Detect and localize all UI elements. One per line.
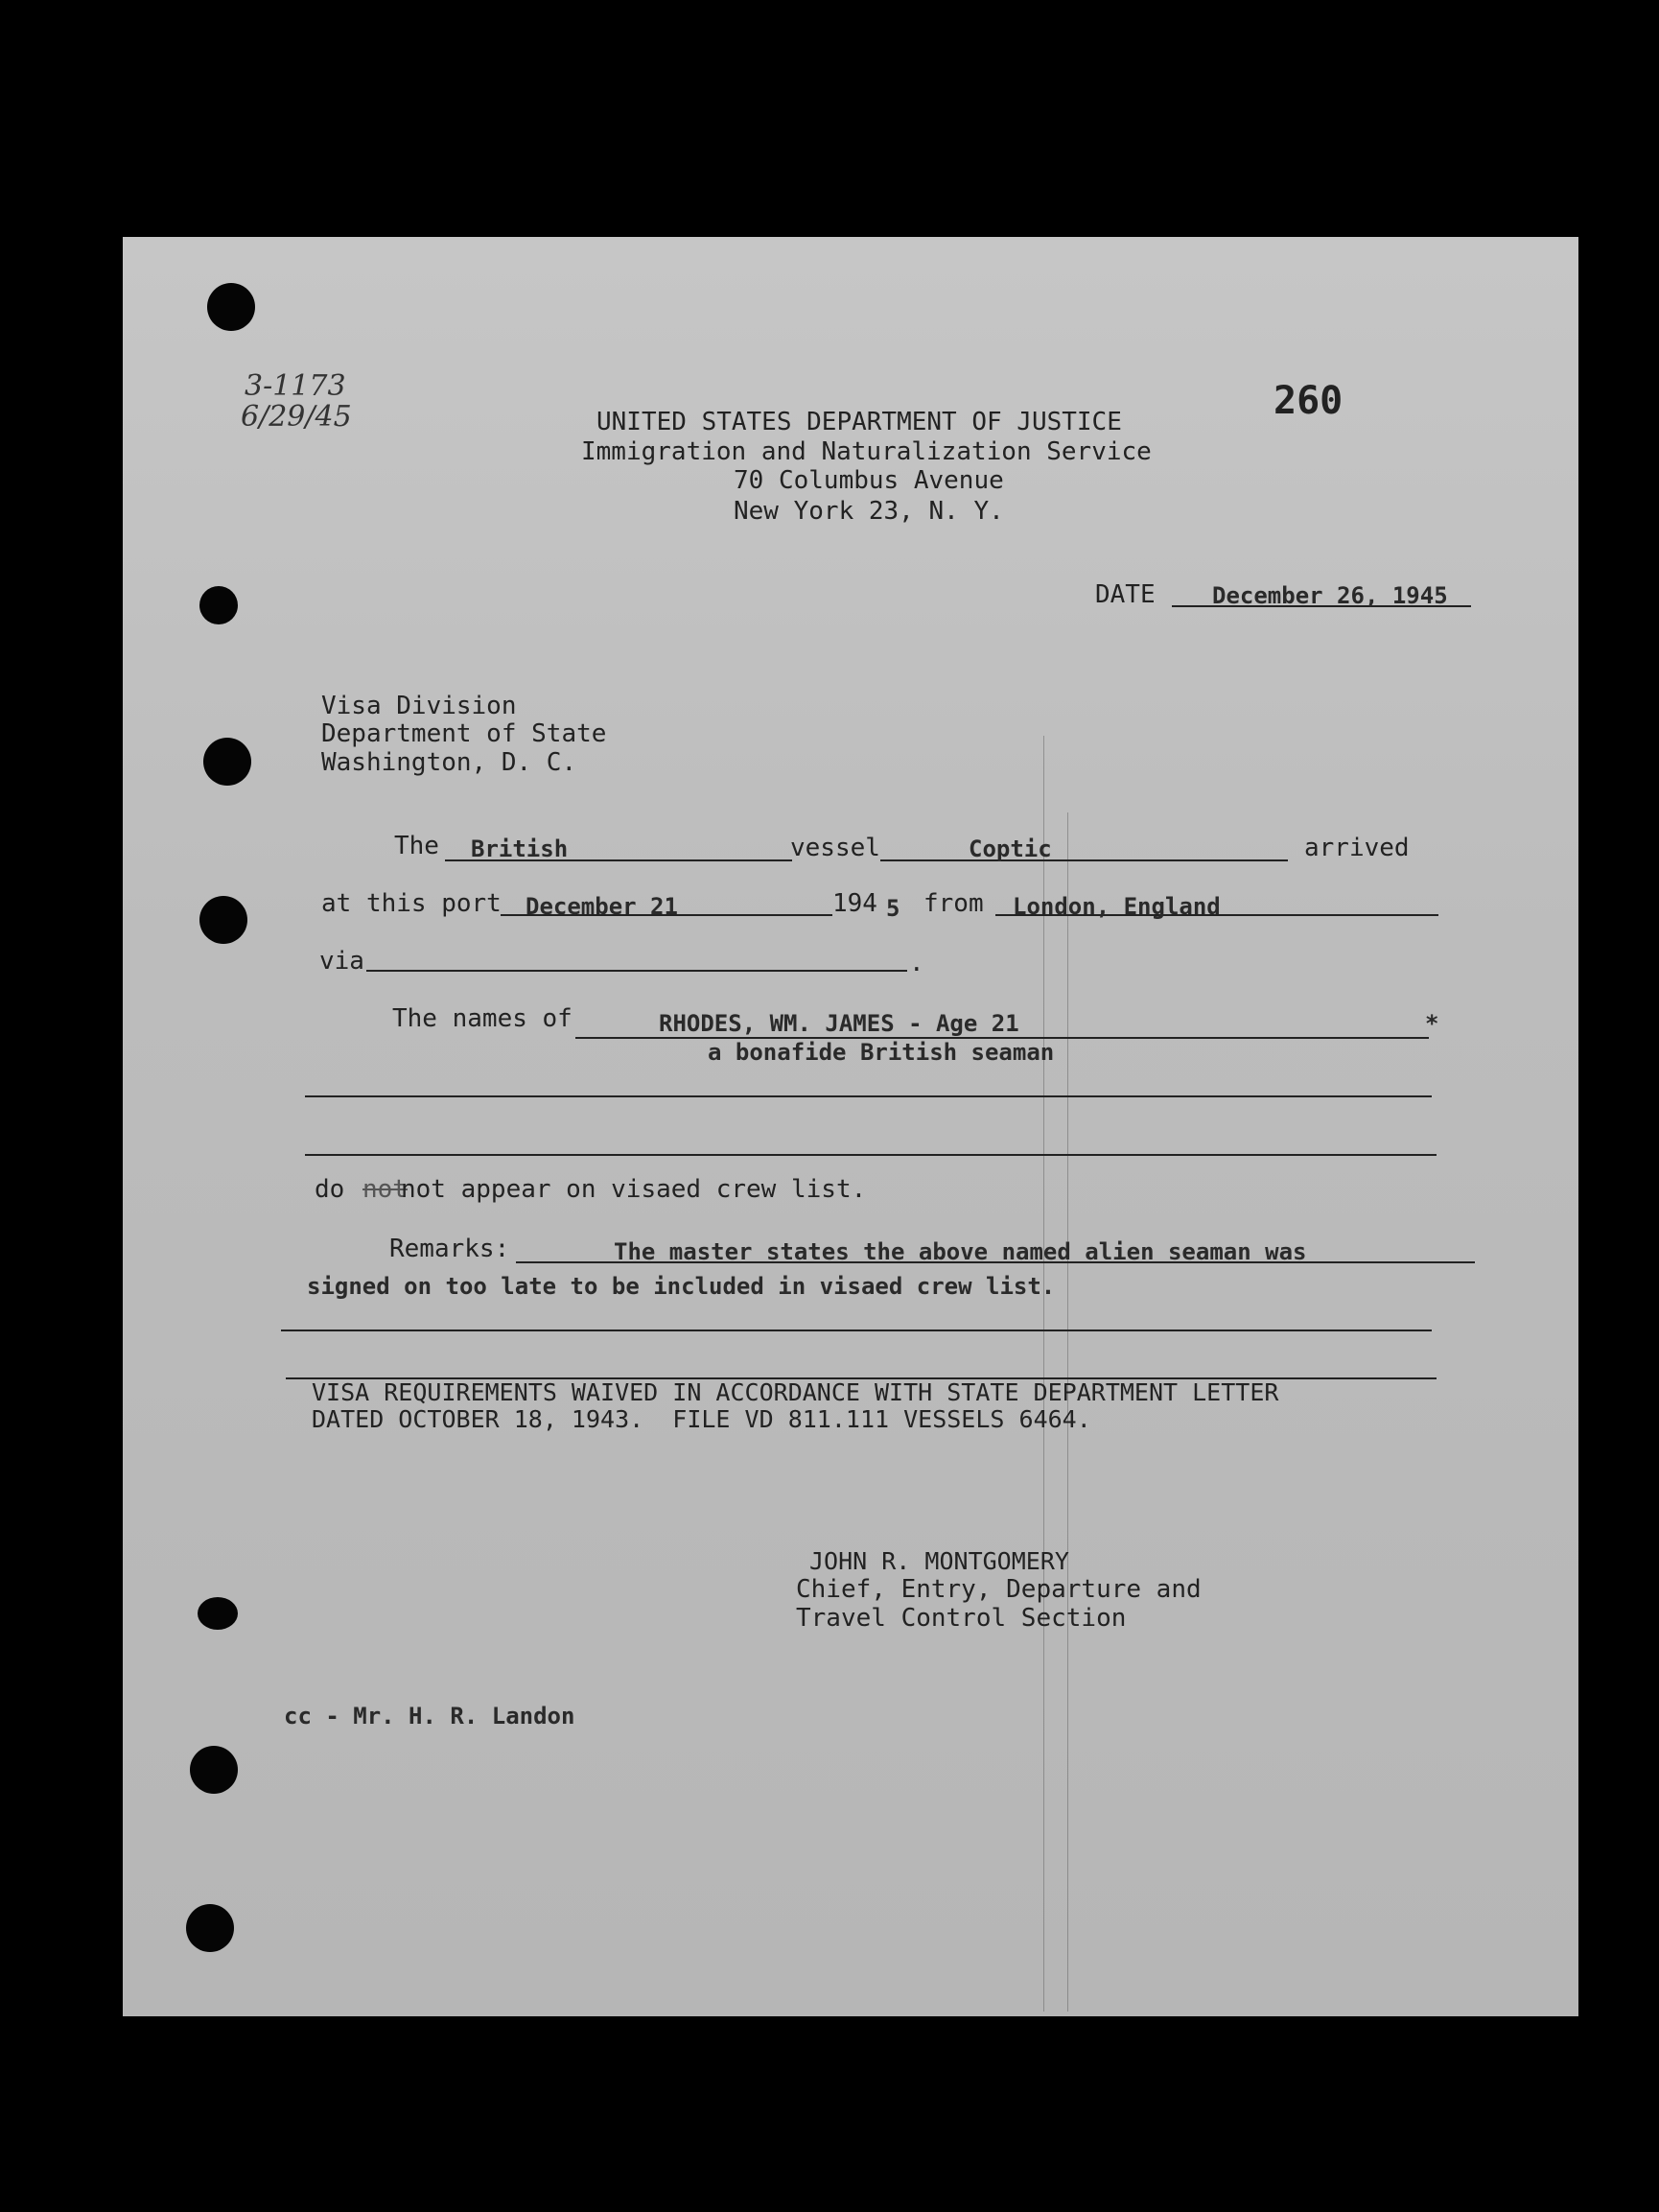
statement-prefix: do — [315, 1175, 360, 1204]
date-value: December 26, 1945 — [1212, 582, 1448, 609]
punch-hole — [199, 586, 238, 624]
port-origin: London, England — [1013, 893, 1221, 920]
remarks-label: Remarks: — [389, 1235, 510, 1263]
port-label: at this port — [321, 889, 502, 918]
addressee-line-1: Visa Division — [321, 692, 517, 720]
waiver-line-2: DATED OCTOBER 18, 1943. FILE VD 811.111 VESSELS 6464. — [312, 1405, 1091, 1433]
remarks-line-1: The master states the above named alien seaman was — [614, 1238, 1307, 1265]
vessel-the-label: The — [394, 832, 439, 860]
punch-hole — [199, 896, 247, 944]
punch-hole — [186, 1904, 234, 1952]
via-label: via — [319, 947, 364, 976]
date-label: DATE — [1095, 580, 1156, 609]
header-line-2: Immigration and Naturalization Service — [581, 437, 1152, 466]
via-end: . — [909, 949, 924, 977]
punch-hole — [190, 1746, 238, 1794]
addressee-line-3: Washington, D. C. — [321, 748, 577, 777]
names-mark: * — [1425, 1010, 1439, 1037]
statement-struck: not — [362, 1175, 408, 1204]
remarks-line-2: signed on too late to be included in visaed crew list. — [307, 1273, 1056, 1300]
port-year-suffix: 5 — [886, 895, 900, 922]
waiver-line-1: VISA REQUIREMENTS WAIVED IN ACCORDANCE WITH STATE DEPARTMENT LETTER — [312, 1378, 1279, 1406]
paper-crease — [1043, 736, 1044, 2012]
addressee-line-2: Department of State — [321, 719, 607, 748]
vessel-nationality: British — [471, 835, 569, 862]
port-year-prefix: 194 — [832, 889, 877, 918]
header-line-4: New York 23, N. Y. — [734, 497, 1004, 526]
signature-title-1: Chief, Entry, Departure and — [796, 1575, 1202, 1604]
vessel-label: vessel — [790, 834, 880, 862]
statement-suffix: not appear on visaed crew list. — [401, 1175, 867, 1204]
header-line-3: 70 Columbus Avenue — [734, 466, 1004, 495]
punch-hole — [203, 738, 251, 786]
form-date: 6/29/45 — [241, 400, 352, 434]
page-number: 260 — [1273, 379, 1344, 423]
vessel-name-underline — [880, 859, 1288, 861]
via-underline — [366, 970, 907, 972]
arrived-label: arrived — [1304, 834, 1410, 862]
remarks-blank-line — [281, 1330, 1432, 1331]
port-date: December 21 — [526, 893, 678, 920]
form-code: 3-1173 — [245, 369, 346, 403]
names-label: The names of — [392, 1004, 572, 1033]
signature-title-2: Travel Control Section — [796, 1604, 1127, 1633]
names-blank-line — [305, 1095, 1432, 1097]
punch-hole — [198, 1597, 238, 1630]
names-line-2: a bonafide British seaman — [708, 1039, 1055, 1066]
names-blank-line — [305, 1154, 1437, 1156]
vessel-name: Coptic — [969, 835, 1052, 862]
punch-hole — [207, 283, 255, 331]
signature-name: JOHN R. MONTGOMERY — [809, 1547, 1069, 1575]
header-line-1: UNITED STATES DEPARTMENT OF JUSTICE — [596, 408, 1122, 436]
cc-line: cc - Mr. H. R. Landon — [284, 1703, 575, 1730]
document-sheet — [123, 237, 1578, 2016]
from-label: from — [923, 889, 984, 918]
names-line-1: RHODES, WM. JAMES - Age 21 — [659, 1010, 1019, 1037]
